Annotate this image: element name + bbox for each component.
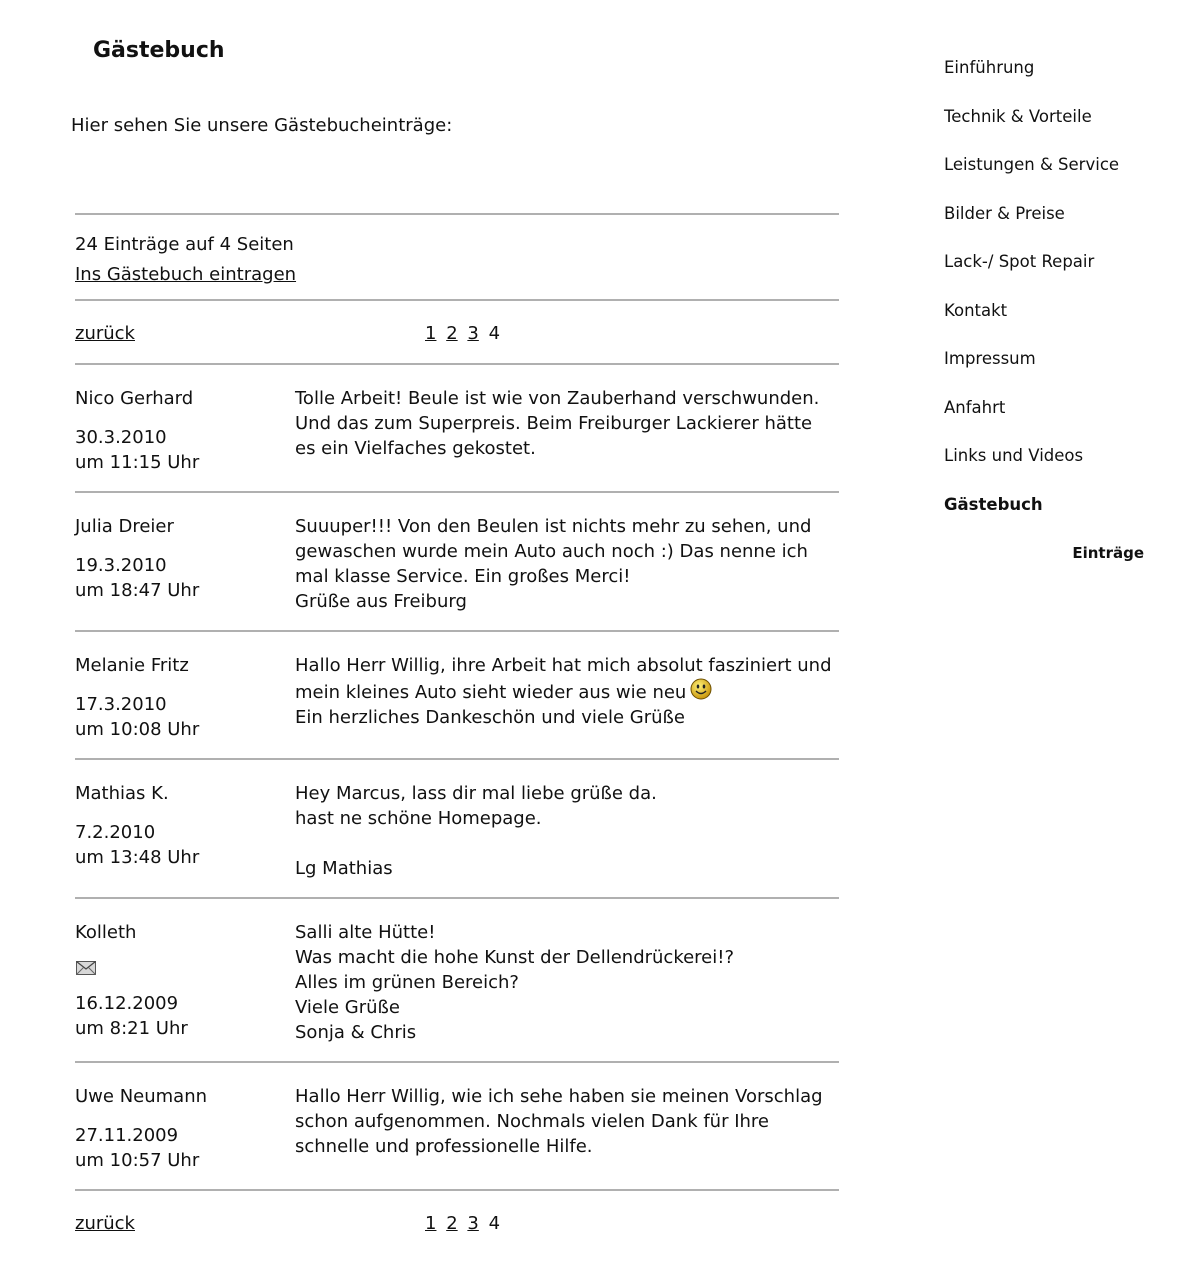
- entry-message: [295, 386, 835, 475]
- sidebar-item-leistungen-service[interactable]: Leistungen & Service: [944, 155, 1120, 174]
- entry-message: [295, 781, 835, 881]
- sidebar-item-technik-vorteile[interactable]: Technik & Vorteile: [944, 106, 1092, 126]
- message-line: [295, 831, 835, 856]
- message-text: Hey Marcus, lass dir mal liebe grüße da.: [295, 783, 657, 804]
- guestbook-entry: [75, 493, 839, 632]
- message-text: Alles im grünen Bereich?: [295, 972, 519, 993]
- sign-guestbook-link[interactable]: Ins Gästebuch eintragen: [75, 264, 297, 285]
- message-text: Was macht die hohe Kunst der Dellendrückerei!?: [295, 947, 735, 968]
- sidebar-nav: [944, 57, 1174, 591]
- entry-date: 27.11.2009: [75, 1125, 179, 1146]
- page-link-3[interactable]: 3: [467, 1213, 479, 1234]
- guestbook-main: [75, 213, 839, 1253]
- entry-date: 30.3.2010: [75, 427, 167, 448]
- entry-meta: [75, 653, 295, 742]
- message-line: [295, 781, 835, 806]
- message-text: Salli alte Hütte!: [295, 922, 436, 943]
- message-line: [295, 806, 835, 831]
- message-line: [295, 705, 835, 730]
- entry-message: [295, 920, 835, 1045]
- sidebar-item-bilder-preise[interactable]: Bilder & Preise: [944, 203, 1065, 223]
- guestbook-entry: [75, 365, 839, 493]
- message-line: [295, 514, 835, 589]
- sidebar-item-gästebuch[interactable]: Gästebuch: [944, 494, 1043, 514]
- entry-time: um 8:21 Uhr: [75, 1018, 188, 1039]
- page-link-2[interactable]: 2: [446, 323, 458, 344]
- entry-author: Melanie Fritz: [75, 655, 189, 676]
- message-text: hast ne schöne Homepage.: [295, 808, 542, 829]
- pagination-bottom: [75, 1191, 839, 1253]
- message-line: [295, 920, 835, 945]
- message-line: [295, 1020, 835, 1045]
- entry-message: [295, 514, 835, 614]
- message-text: Viele Grüße: [295, 997, 400, 1018]
- entry-date: 16.12.2009: [75, 993, 179, 1014]
- current-page: 4: [488, 1213, 501, 1234]
- page-links: [425, 1213, 500, 1234]
- pagination-top: [75, 301, 839, 363]
- entry-meta: [75, 1084, 295, 1173]
- sidebar-item-impressum[interactable]: Impressum: [944, 349, 1036, 368]
- message-text: Grüße aus Freiburg: [295, 591, 467, 612]
- page-title: Gästebuch: [93, 38, 225, 63]
- entry-list: [75, 365, 839, 1191]
- sidebar-item-anfahrt[interactable]: Anfahrt: [944, 397, 1006, 417]
- entry-time: um 10:57 Uhr: [75, 1150, 200, 1171]
- entry-count: 24 Einträge auf 4 Seiten: [75, 234, 294, 255]
- message-line: [295, 970, 835, 995]
- intro-text: Hier sehen Sie unsere Gästebucheinträge:: [71, 115, 453, 136]
- page-link-1[interactable]: 1: [425, 323, 437, 344]
- back-link[interactable]: zurück: [75, 323, 135, 344]
- entry-meta: [75, 781, 295, 881]
- entry-author: Mathias K.: [75, 783, 169, 804]
- entry-date: 19.3.2010: [75, 555, 167, 576]
- guestbook-entry: [75, 632, 839, 760]
- sidebar-subitem-eintraege[interactable]: Einträge: [1072, 544, 1144, 562]
- message-line: [295, 945, 835, 970]
- entry-meta: [75, 514, 295, 614]
- sidebar-item-kontakt[interactable]: Kontakt: [944, 300, 1008, 320]
- entry-author: Kolleth: [75, 922, 137, 943]
- guestbook-entry: [75, 1063, 839, 1191]
- entry-time: um 18:47 Uhr: [75, 580, 200, 601]
- entry-author: Uwe Neumann: [75, 1086, 208, 1107]
- message-line: [295, 856, 835, 881]
- message-line: [295, 995, 835, 1020]
- message-line: [295, 386, 835, 461]
- entry-time: um 10:08 Uhr: [75, 719, 200, 740]
- entry-date: 17.3.2010: [75, 694, 167, 715]
- page-link-3[interactable]: 3: [467, 323, 479, 344]
- entry-time: um 11:15 Uhr: [75, 452, 200, 473]
- message-text: Suuuper!!! Von den Beulen ist nichts mehr zu sehen, und gewaschen wurde mein Auto auch noch :) Das nenne ich mal klasse Service. Ein großes Merci!: [295, 516, 812, 587]
- message-text: Hallo Herr Willig, wie ich sehe haben sie meinen Vorschlag schon aufgenommen. Nochmals vielen Dank für Ihre schnelle und professionelle Hilfe.: [295, 1086, 823, 1157]
- entry-author: Julia Dreier: [75, 516, 174, 537]
- entry-time: um 13:48 Uhr: [75, 847, 200, 868]
- guestbook-entry: [75, 899, 839, 1063]
- page-link-2[interactable]: 2: [446, 1213, 458, 1234]
- mail-icon[interactable]: [76, 961, 96, 975]
- message-text: Sonja & Chris: [295, 1022, 417, 1043]
- back-link[interactable]: zurück: [75, 1213, 135, 1234]
- page-link-1[interactable]: 1: [425, 1213, 437, 1234]
- page-links: [425, 323, 500, 344]
- message-line: [295, 589, 835, 614]
- entry-meta: [75, 386, 295, 475]
- message-text: Tolle Arbeit! Beule ist wie von Zauberhand verschwunden. Und das zum Superpreis. Beim Freiburger Lackierer hätte es ein Vielfaches gekostet.: [295, 388, 820, 459]
- message-text: Lg Mathias: [295, 858, 393, 879]
- entry-author: Nico Gerhard: [75, 388, 194, 409]
- guestbook-entry: [75, 760, 839, 899]
- sidebar-item-lack-spot-repair[interactable]: Lack-/ Spot Repair: [944, 252, 1095, 271]
- sidebar-item-einführung[interactable]: Einführung: [944, 58, 1035, 77]
- entry-date: 7.2.2010: [75, 822, 156, 843]
- entry-meta: [75, 920, 295, 1045]
- current-page: 4: [488, 323, 501, 344]
- message-text: Ein herzliches Dankeschön und viele Grüße: [295, 707, 685, 728]
- message-text: Hallo Herr Willig, ihre Arbeit hat mich absolut fasziniert und mein kleines Auto sieht wieder aus wie neu: [295, 655, 832, 703]
- message-line: [295, 653, 835, 705]
- entry-message: [295, 1084, 835, 1173]
- sidebar-item-links-und-videos[interactable]: Links und Videos: [944, 446, 1084, 465]
- entry-message: [295, 653, 835, 742]
- message-line: [295, 1084, 835, 1159]
- smiley-icon: [690, 678, 712, 700]
